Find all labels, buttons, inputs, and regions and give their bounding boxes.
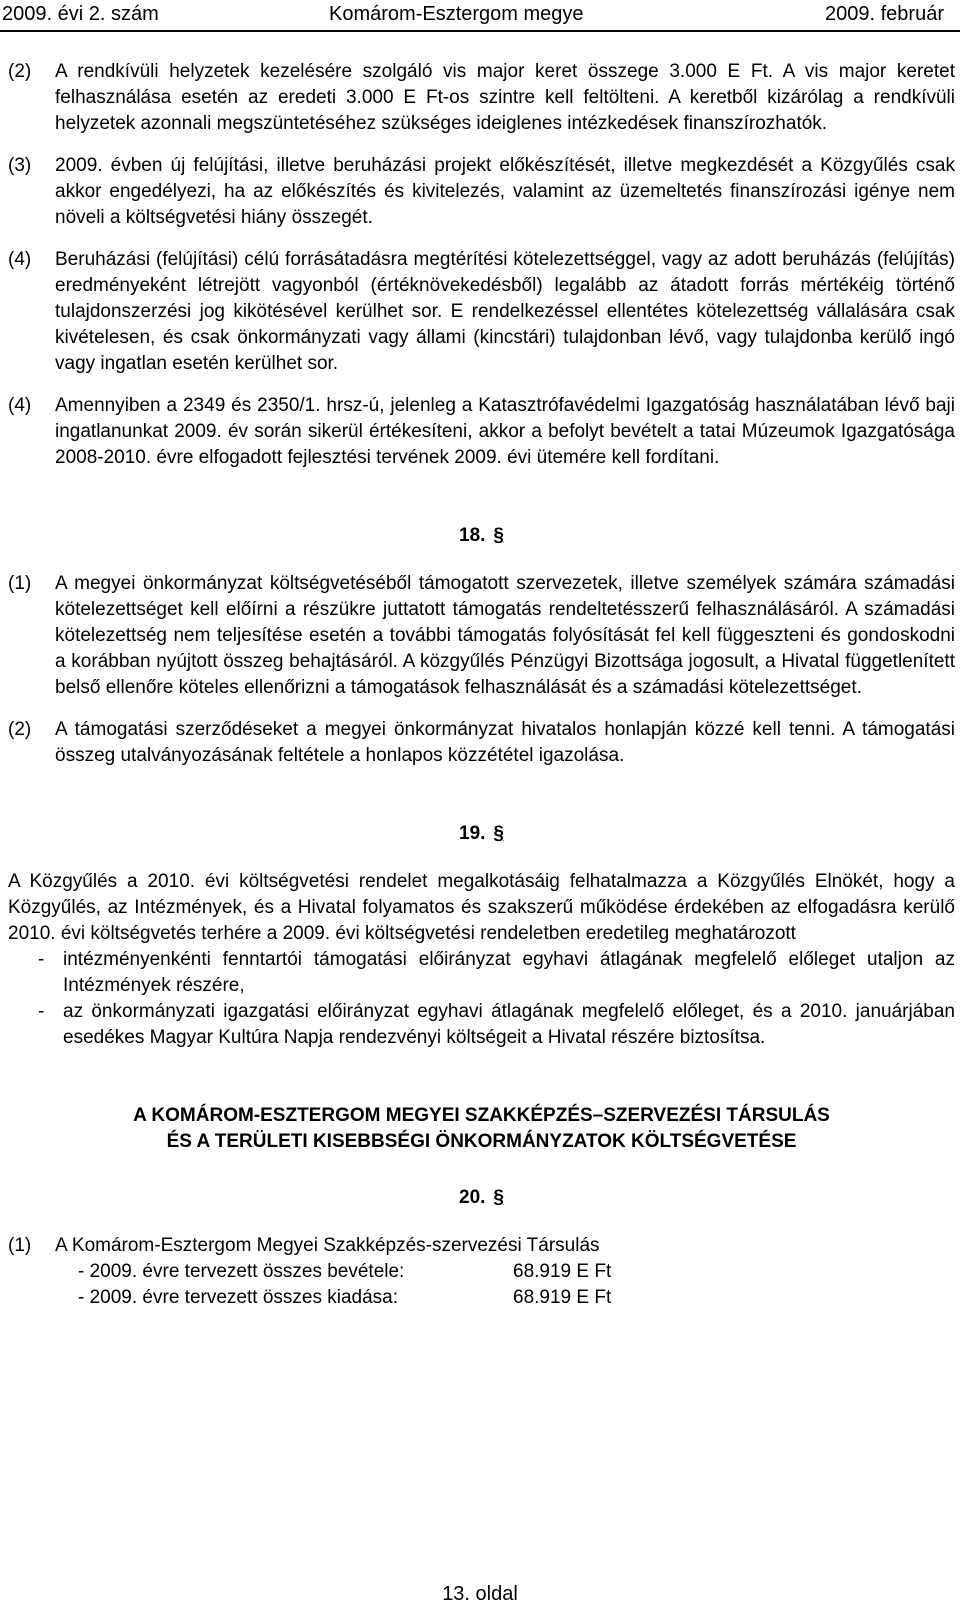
- budget-value: 68.919 E Ft: [513, 1261, 612, 1282]
- paragraph-text: Amennyiben a 2349 és 2350/1. hrsz-ú, jelenleg a Katasztrófavédelmi Igazgatóság használatában lévő baji ingatlanunkat 2009. év során sikerül értékesíteni, akkor a befolyt bevételt a tatai Múzeumok Igazgatósága 2008-2010. évre elfogadott fejlesztési tervének 2009. évi ütemére kell fordítani.: [55, 395, 955, 468]
- header-date: 2009. február: [825, 3, 944, 25]
- paragraph: [8, 717, 955, 769]
- section-heading-19: [8, 821, 955, 847]
- section-mark: §: [493, 823, 504, 844]
- paragraph-text: A megyei önkormányzat költségvetéséből támogatott szervezetek, illetve személyek számára számadási kötelezettséget kell előírni a részükre juttatott támogatás rendeltetésszerű felhasználásáról. A számadási kötelezettség nem teljesítése esetén a további támogatás folyósítását fel kell függeszteni és gondoskodni a korábban nyújtott összeg behajtásáról. A közgyűlés Pénzügyi Bizottsága jogosult, a Hivatal függetlenített belső ellenőre köteles ellenőrizni a támogatások felhasználását és a számadási kötelezettséget.: [55, 573, 955, 698]
- paragraph: [8, 1233, 955, 1259]
- budget-label: - 2009. évre tervezett összes bevétele:: [78, 1261, 405, 1282]
- header-issue: 2009. évi 2. szám: [2, 3, 159, 25]
- paragraph-text: A támogatási szerződéseket a megyei önkormányzat hivatalos honlapján közzé kell tenni. A támogatási összeg utalványozásának feltétele a honlapos közzététel igazolása.: [55, 719, 955, 766]
- section-number: 20.: [459, 1187, 486, 1208]
- budget-row: [8, 1259, 955, 1285]
- paragraph-number: (2): [8, 719, 32, 740]
- paragraph: [8, 153, 955, 231]
- section-number: 19.: [459, 823, 486, 844]
- paragraph-number: (4): [8, 395, 32, 416]
- paragraph: [8, 59, 955, 137]
- list-item: [8, 999, 955, 1051]
- chapter-title: [8, 1103, 955, 1155]
- paragraph: [8, 247, 955, 377]
- paragraph: [8, 393, 955, 471]
- header-county: Komárom-Esztergom megye: [329, 3, 584, 25]
- chapter-title-line: A KOMÁROM-ESZTERGOM MEGYEI SZAKKÉPZÉS–SZERVEZÉSI TÁRSULÁS: [133, 1105, 830, 1126]
- paragraph-number: (4): [8, 249, 32, 270]
- section-mark: §: [493, 525, 504, 546]
- section-intro: A Közgyűlés a 2010. évi költségvetési rendelet megalkotásáig felhatalmazza a Közgyűlés Elnökét, hogy a Közgyűlés, az Intézmények, és a Hivatal folyamatos és szakszerű működése érdekében az elfogadásra kerülő 2010. évi költségvetés terhére a 2009. évi költségvetési rendeletben eredetileg meghatározott: [8, 871, 955, 944]
- paragraph-text: Beruházási (felújítási) célú forrásátadásra megtérítési kötelezettséggel, vagy az adott beruházás (felújítás) eredményeként létrejött vagyonból (értéknövekedésből) legalább az átadott forrás mértékéig történő tulajdonszerzési jog kikötésével kerülhet sor. E rendelkezéssel ellentétes kötelezettség vállalására csak kivételesen, és csak önkormányzati vagy állami (kincstári) tulajdonban lévő, vagy tulajdonba kerülő ingó vagy ingatlan esetén kerülhet sor.: [55, 249, 955, 374]
- page-header: [0, 0, 960, 30]
- paragraph-text: A Komárom-Esztergom Megyei Szakképzés-szervezési Társulás: [55, 1235, 600, 1256]
- paragraph-number: (1): [8, 573, 32, 594]
- paragraph-number: (3): [8, 155, 32, 176]
- page-number: 13. oldal: [442, 1583, 518, 1605]
- section-number: 18.: [459, 525, 486, 546]
- section-heading-20: [8, 1185, 955, 1211]
- list-dash: -: [38, 1001, 45, 1022]
- budget-label: - 2009. évre tervezett összes kiadása:: [78, 1287, 398, 1308]
- paragraph-number: (1): [8, 1235, 32, 1256]
- paragraph-text: 2009. évben új felújítási, illetve beruházási projekt előkészítését, illetve megkezdését a Közgyűlés csak akkor engedélyezi, ha az előkészítés és kivitelezés, valamint az üzemeltetés finanszírozási igénye nem növeli a költségvetési hiány összegét.: [55, 155, 955, 228]
- chapter-title-line: ÉS A TERÜLETI KISEBBSÉGI ÖNKORMÁNYZATOK KÖLTSÉGVETÉSE: [166, 1131, 797, 1152]
- budget-value: 68.919 E Ft: [513, 1287, 612, 1308]
- header-rule: [0, 30, 960, 32]
- list-item: [8, 947, 955, 999]
- budget-row: [8, 1285, 955, 1311]
- section-mark: §: [493, 1187, 504, 1208]
- list-item-text: intézményenkénti fenntartói támogatási előirányzat egyhavi átlagának megfelelő előleget utaljon az Intézmények részére,: [63, 949, 955, 996]
- list-item-text: az önkormányzati igazgatási előirányzat egyhavi átlagának megfelelő előleget, és a 2010. januárjában esedékes Magyar Kultúra Napja rendezvényi költségeit a Hivatal részére biztosítsa.: [63, 1001, 955, 1048]
- list-dash: -: [38, 949, 45, 970]
- paragraph: [8, 571, 955, 701]
- paragraph-number: (2): [8, 61, 32, 82]
- page-content: [8, 59, 955, 1311]
- paragraph-text: A rendkívüli helyzetek kezelésére szolgáló vis major keret összege 3.000 E Ft. A vis major keretet felhasználása esetén az eredeti 3.000 E Ft-os szintre kell feltölteni. A keretből kizárólag a rendkívüli helyzetek azonnali megszüntetéséhez szükséges ideiglenes intézkedések finanszírozhatók.: [55, 61, 955, 134]
- section-heading-18: [8, 523, 955, 549]
